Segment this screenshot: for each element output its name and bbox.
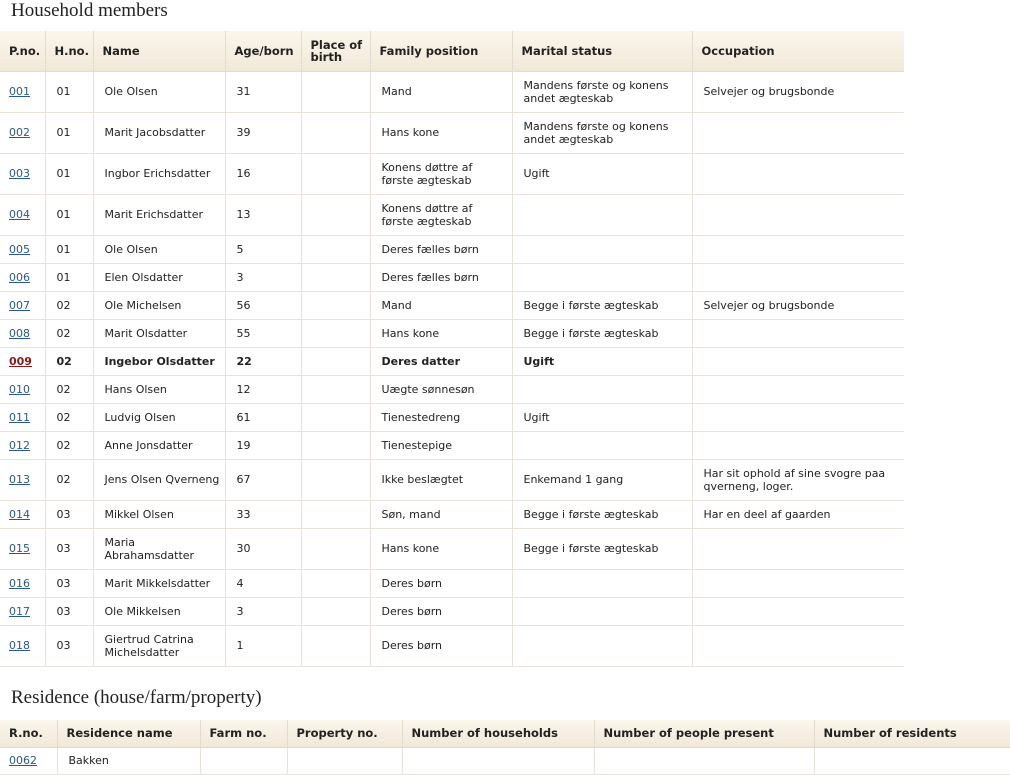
cell-birthplace: [301, 403, 370, 431]
cell-hno: 01: [45, 235, 93, 263]
cell-pno[interactable]: [0, 375, 45, 403]
table-row: [0, 194, 904, 235]
cell-name: Marit Olsdatter: [93, 319, 225, 347]
person-number-link[interactable]: 004: [9, 208, 30, 221]
cell-birthplace: [301, 319, 370, 347]
cell-occupation: [692, 194, 904, 235]
cell-age: 67: [225, 459, 301, 500]
cell-marital-status: Ugift: [512, 403, 692, 431]
cell-people-present: [594, 747, 814, 774]
cell-name: Maria Abrahamsdatter: [93, 528, 225, 569]
cell-birthplace: [301, 500, 370, 528]
person-number-link[interactable]: 018: [9, 639, 30, 652]
cell-hno: 03: [45, 500, 93, 528]
person-number-link[interactable]: 010: [9, 382, 30, 396]
person-number-link[interactable]: 012: [9, 438, 30, 452]
cell-occupation: [692, 235, 904, 263]
cell-family-position: Konens døttre af første ægteskab: [370, 153, 512, 194]
cell-age: 33: [225, 500, 301, 528]
cell-marital-status: [512, 194, 692, 235]
cell-family-position: Hans kone: [370, 319, 512, 347]
person-number-link[interactable]: 013: [9, 473, 30, 486]
cell-name: Marit Jacobsdatter: [93, 112, 225, 153]
table-row: [0, 153, 904, 194]
col-header-hno[interactable]: H.no.: [45, 31, 93, 71]
table-row: [0, 71, 904, 112]
cell-hno: 01: [45, 194, 93, 235]
cell-name: Elen Olsdatter: [93, 263, 225, 291]
cell-occupation: [692, 403, 904, 431]
cell-property-no: [287, 747, 402, 774]
cell-name: Ole Olsen: [93, 235, 225, 263]
cell-marital-status: Enkemand 1 gang: [512, 459, 692, 500]
cell-family-position: Tienestepige: [370, 431, 512, 459]
col-header-residence-name[interactable]: Residence name: [57, 720, 200, 747]
cell-marital-status: Ugift: [512, 347, 692, 375]
person-number-link[interactable]: 008: [9, 326, 30, 340]
col-header-family-position[interactable]: Family position: [370, 31, 512, 71]
residence-number-link[interactable]: 0062: [9, 754, 37, 767]
cell-hno: 02: [45, 431, 93, 459]
table-row: [0, 528, 904, 569]
cell-marital-status: Begge i første ægteskab: [512, 291, 692, 319]
cell-birthplace: [301, 528, 370, 569]
cell-occupation: [692, 569, 904, 597]
cell-hno: 03: [45, 528, 93, 569]
cell-age: 12: [225, 375, 301, 403]
cell-marital-status: Mandens første og konens andet ægteskab: [512, 112, 692, 153]
cell-family-position: Deres børn: [370, 569, 512, 597]
cell-pno[interactable]: [0, 597, 45, 625]
cell-marital-status: [512, 431, 692, 459]
cell-occupation: [692, 528, 904, 569]
cell-pno[interactable]: [0, 403, 45, 431]
residence-table-body: [0, 747, 1010, 774]
person-number-link[interactable]: 016: [9, 576, 30, 590]
table-row: [0, 319, 904, 347]
col-header-people-present[interactable]: Number of people present: [594, 720, 814, 747]
cell-age: 55: [225, 319, 301, 347]
cell-family-position: Hans kone: [370, 528, 512, 569]
table-row: [0, 597, 904, 625]
cell-hno: 02: [45, 375, 93, 403]
cell-marital-status: Begge i første ægteskab: [512, 528, 692, 569]
cell-pno[interactable]: [0, 347, 45, 375]
cell-name: Hans Olsen: [93, 375, 225, 403]
cell-age: 3: [225, 263, 301, 291]
table-row: [0, 431, 904, 459]
members-section-title: Household members: [11, 0, 168, 21]
col-header-name[interactable]: Name: [93, 31, 225, 71]
cell-name: Marit Mikkelsdatter: [93, 569, 225, 597]
cell-marital-status: [512, 597, 692, 625]
cell-pno[interactable]: [0, 291, 45, 319]
table-row: [0, 403, 904, 431]
person-number-link[interactable]: 009: [9, 354, 32, 368]
cell-birthplace: [301, 71, 370, 112]
person-number-link[interactable]: 006: [9, 270, 30, 284]
cell-birthplace: [301, 263, 370, 291]
cell-pno[interactable]: [0, 500, 45, 528]
cell-pno[interactable]: [0, 194, 45, 235]
col-header-residents[interactable]: Number of residents: [814, 720, 1010, 747]
person-number-link[interactable]: 003: [9, 167, 30, 180]
cell-pno[interactable]: [0, 431, 45, 459]
cell-age: 56: [225, 291, 301, 319]
cell-age: 22: [225, 347, 301, 375]
table-row: [0, 291, 904, 319]
cell-age: 13: [225, 194, 301, 235]
cell-hno: 03: [45, 625, 93, 666]
cell-family-position: Konens døttre af første ægteskab: [370, 194, 512, 235]
cell-family-position: Uægte sønnesøn: [370, 375, 512, 403]
cell-name: Ole Michelsen: [93, 291, 225, 319]
table-row: [0, 263, 904, 291]
col-header-farm-no[interactable]: Farm no.: [200, 720, 287, 747]
cell-hno: 02: [45, 403, 93, 431]
cell-pno[interactable]: [0, 319, 45, 347]
cell-birthplace: [301, 291, 370, 319]
col-header-birthplace[interactable]: Place of birth: [301, 31, 370, 71]
table-row: [0, 375, 904, 403]
cell-birthplace: [301, 625, 370, 666]
col-header-rno[interactable]: R.no.: [0, 720, 57, 747]
cell-family-position: Deres fælles børn: [370, 263, 512, 291]
cell-birthplace: [301, 375, 370, 403]
cell-name: Marit Erichsdatter: [93, 194, 225, 235]
cell-family-position: Ikke beslægtet: [370, 459, 512, 500]
person-number-link[interactable]: 005: [9, 242, 30, 256]
members-header-row: [0, 31, 904, 71]
cell-age: 4: [225, 569, 301, 597]
cell-family-position: Mand: [370, 291, 512, 319]
table-row: [0, 347, 904, 375]
cell-pno[interactable]: [0, 263, 45, 291]
cell-birthplace: [301, 112, 370, 153]
cell-birthplace: [301, 459, 370, 500]
cell-pno[interactable]: [0, 71, 45, 112]
cell-hno: 01: [45, 71, 93, 112]
table-row: [0, 569, 904, 597]
cell-family-position: Hans kone: [370, 112, 512, 153]
cell-family-position: Deres datter: [370, 347, 512, 375]
cell-family-position: Mand: [370, 71, 512, 112]
person-number-link[interactable]: 002: [9, 126, 30, 139]
cell-family-position: Tienestedreng: [370, 403, 512, 431]
cell-occupation: Har en deel af gaarden: [692, 500, 904, 528]
cell-marital-status: [512, 625, 692, 666]
cell-hno: 01: [45, 263, 93, 291]
cell-hno: 03: [45, 569, 93, 597]
cell-residence-name: Bakken: [57, 747, 200, 774]
cell-occupation: [692, 263, 904, 291]
cell-hno: 02: [45, 319, 93, 347]
cell-residents: [814, 747, 1010, 774]
cell-family-position: Deres fælles børn: [370, 235, 512, 263]
residence-section-title: Residence (house/farm/property): [11, 687, 262, 708]
cell-pno[interactable]: [0, 569, 45, 597]
table-row: [0, 235, 904, 263]
cell-age: 30: [225, 528, 301, 569]
cell-occupation: [692, 319, 904, 347]
cell-birthplace: [301, 569, 370, 597]
cell-marital-status: Begge i første ægteskab: [512, 500, 692, 528]
person-number-link[interactable]: 014: [9, 507, 30, 521]
cell-age: 31: [225, 71, 301, 112]
cell-age: 19: [225, 431, 301, 459]
cell-pno[interactable]: [0, 153, 45, 194]
cell-age: 61: [225, 403, 301, 431]
cell-marital-status: [512, 263, 692, 291]
col-header-pno[interactable]: P.no.: [0, 31, 45, 71]
col-header-occupation[interactable]: Occupation: [692, 31, 904, 71]
cell-hno: 03: [45, 597, 93, 625]
residence-table: [0, 720, 1010, 775]
cell-hno: 01: [45, 112, 93, 153]
cell-occupation: [692, 347, 904, 375]
cell-occupation: [692, 375, 904, 403]
cell-occupation: Selvejer og brugsbonde: [692, 71, 904, 112]
cell-hno: 02: [45, 291, 93, 319]
cell-birthplace: [301, 347, 370, 375]
cell-age: 39: [225, 112, 301, 153]
person-number-link[interactable]: 007: [9, 298, 30, 312]
table-row: [0, 747, 1010, 774]
cell-name: Ingebor Olsdatter: [93, 347, 225, 375]
cell-occupation: [692, 625, 904, 666]
cell-marital-status: [512, 235, 692, 263]
cell-occupation: [692, 112, 904, 153]
cell-name: Jens Olsen Qverneng: [93, 459, 225, 500]
cell-pno[interactable]: [0, 625, 45, 666]
cell-birthplace: [301, 431, 370, 459]
cell-rno[interactable]: [0, 747, 57, 774]
person-number-link[interactable]: 017: [9, 604, 30, 618]
cell-occupation: [692, 597, 904, 625]
cell-birthplace: [301, 153, 370, 194]
cell-age: 16: [225, 153, 301, 194]
cell-marital-status: Begge i første ægteskab: [512, 319, 692, 347]
cell-name: Ole Olsen: [93, 71, 225, 112]
cell-marital-status: [512, 375, 692, 403]
cell-age: 3: [225, 597, 301, 625]
cell-name: Mikkel Olsen: [93, 500, 225, 528]
table-row: [0, 459, 904, 500]
cell-name: Giertrud Catrina Michelsdatter: [93, 625, 225, 666]
cell-name: Ingbor Erichsdatter: [93, 153, 225, 194]
cell-occupation: [692, 153, 904, 194]
cell-family-position: Deres børn: [370, 597, 512, 625]
cell-name: Anne Jonsdatter: [93, 431, 225, 459]
cell-occupation: [692, 431, 904, 459]
cell-birthplace: [301, 597, 370, 625]
cell-marital-status: Mandens første og konens andet ægteskab: [512, 71, 692, 112]
col-header-property-no[interactable]: Property no.: [287, 720, 402, 747]
cell-marital-status: [512, 569, 692, 597]
col-header-marital-status[interactable]: Marital status: [512, 31, 692, 71]
cell-occupation: Har sit ophold af sine svogre paa qverneng, loger.: [692, 459, 904, 500]
cell-name: Ludvig Olsen: [93, 403, 225, 431]
cell-occupation: Selvejer og brugsbonde: [692, 291, 904, 319]
cell-birthplace: [301, 235, 370, 263]
table-row: [0, 112, 904, 153]
cell-farm-no: [200, 747, 287, 774]
cell-households: [402, 747, 594, 774]
members-table-body: [0, 71, 904, 666]
person-number-link[interactable]: 001: [9, 85, 30, 98]
cell-family-position: Deres børn: [370, 625, 512, 666]
cell-hno: 02: [45, 459, 93, 500]
table-row: [0, 625, 904, 666]
cell-pno[interactable]: [0, 112, 45, 153]
cell-hno: 01: [45, 153, 93, 194]
cell-age: 1: [225, 625, 301, 666]
cell-pno[interactable]: [0, 528, 45, 569]
members-table: [0, 31, 904, 667]
person-number-link[interactable]: 015: [9, 542, 30, 555]
table-row: [0, 500, 904, 528]
cell-family-position: Søn, mand: [370, 500, 512, 528]
person-number-link[interactable]: 011: [9, 410, 30, 424]
cell-marital-status: Ugift: [512, 153, 692, 194]
cell-pno[interactable]: [0, 459, 45, 500]
col-header-households[interactable]: Number of households: [402, 720, 594, 747]
cell-pno[interactable]: [0, 235, 45, 263]
cell-hno: 02: [45, 347, 93, 375]
cell-age: 5: [225, 235, 301, 263]
residence-header-row: [0, 720, 1010, 747]
cell-birthplace: [301, 194, 370, 235]
cell-name: Ole Mikkelsen: [93, 597, 225, 625]
col-header-age[interactable]: Age/born: [225, 31, 301, 71]
